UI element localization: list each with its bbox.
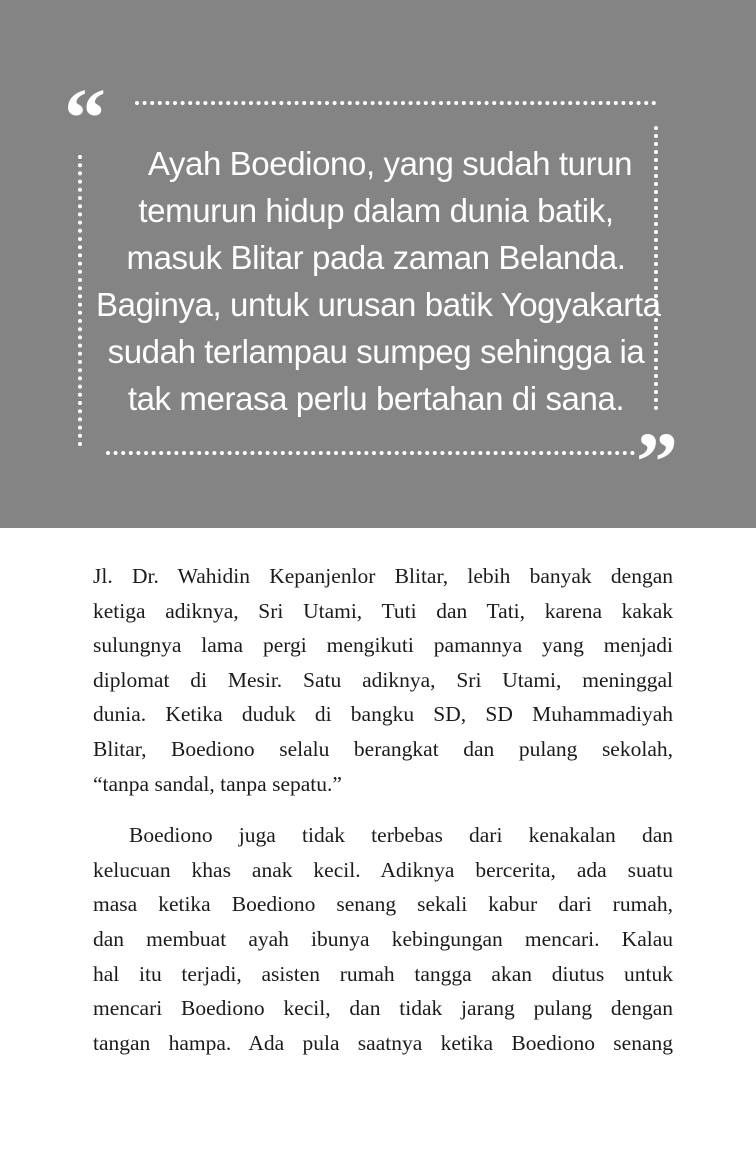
close-quote-icon: ”: [636, 416, 678, 509]
body-text: [93, 559, 673, 1060]
text-line: ketiga adiknya, Sri Utami, Tuti dan Tati, karena kakak: [93, 598, 673, 623]
quote-line: temurun hidup dalam dunia batik,: [138, 192, 614, 229]
quote-line: sudah terlampau sumpeg sehingga ia: [107, 333, 645, 370]
open-quote-icon: “: [64, 72, 106, 165]
text-line: hal itu terjadi, asisten rumah tangga akan diutus untuk: [93, 961, 673, 986]
text-line: Jl. Dr. Wahidin Kepanjenlor Blitar, lebih banyak dengan: [93, 564, 673, 588]
text-line: dunia. Ketika duduk di bangku SD, SD Muhammadiyah: [93, 702, 673, 727]
paragraph-1: [93, 559, 673, 801]
paragraph-2: [93, 818, 673, 1060]
quote-line: Ayah Boediono, yang sudah turun: [147, 145, 633, 182]
pull-quote-text: [96, 140, 661, 422]
quote-line: Baginya, untuk urusan batik Yogyakarta: [96, 286, 661, 323]
text-line: tangan hampa. Ada pula saatnya ketika Boediono senang: [93, 1030, 673, 1055]
text-line: dan membuat ayah ibunya kebingungan mencari. Kalau: [93, 926, 673, 951]
text-line: Boediono juga tidak terbebas dari kenakalan dan: [129, 823, 673, 848]
pull-quote-panel: [0, 0, 756, 528]
text-line: masa ketika Boediono senang sekali kabur dari rumah,: [93, 892, 673, 917]
quote-line: tak merasa perlu bertahan di sana.: [127, 380, 625, 417]
quote-line: masuk Blitar pada zaman Belanda.: [126, 239, 626, 276]
text-line: “tanpa sandal, tanpa sepatu.”: [93, 771, 342, 796]
text-line: Blitar, Boediono selalu berangkat dan pulang sekolah,: [93, 736, 673, 761]
text-line: sulungnya lama pergi mengikuti pamannya yang menjadi: [93, 633, 673, 658]
text-line: kelucuan khas anak kecil. Adiknya bercerita, ada suatu: [93, 857, 673, 882]
paragraph-gap: [93, 801, 673, 818]
text-line: diplomat di Mesir. Satu adiknya, Sri Utami, meninggal: [93, 667, 673, 692]
text-line: mencari Boediono kecil, dan tidak jarang pulang dengan: [93, 996, 673, 1021]
